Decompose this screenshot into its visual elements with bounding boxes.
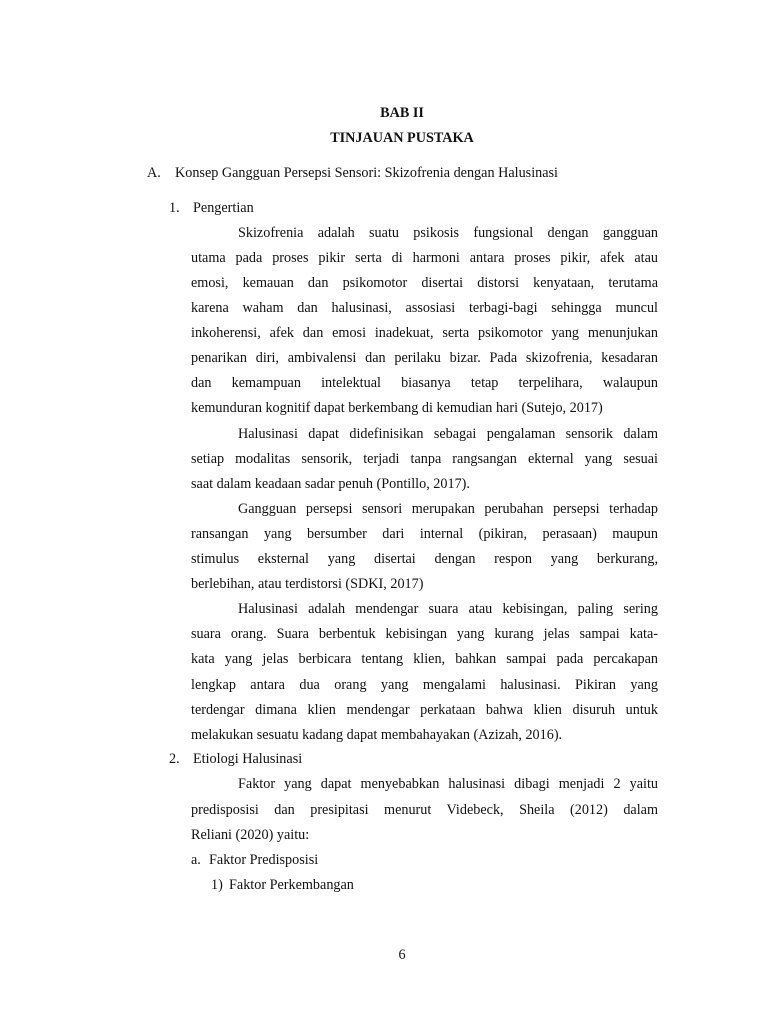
chapter-title: TINJAUAN PUSTAKA [330,130,474,146]
text-line: predisposisi dan presipitasi menurut Videbeck, Sheila (2012) dalam [191,802,658,818]
text-line: suara orang. Suara berbentuk kebisingan yang kurang jelas sampai kata- [191,626,658,642]
text-line: penarikan diri, ambivalensi dan perilaku bizar. Pada skizofrenia, kesadaran [191,350,658,366]
text-line: lengkap antara dua orang yang mengalami halusinasi. Pikiran yang [191,677,658,693]
text-line: Gangguan persepsi sensori merupakan perubahan persepsi terhadap [238,501,658,517]
chapter-heading: BAB II [380,105,424,121]
text-line: melakukan sesuatu kadang dapat membahayakan (Azizah, 2016). [191,727,563,743]
section-a-marker: A. [147,165,161,181]
item-a-title: Faktor Predisposisi [209,852,319,868]
text-line: utama pada proses pikir serta di harmoni antara proses pikir, afek atau [191,250,658,266]
text-line: terdengar dimana klien mendengar perkataan bahwa klien disuruh untuk [191,702,658,718]
text-line: stimulus eksternal yang disertai dengan respon yang berkurang, [191,551,658,567]
item-a1-title: Faktor Perkembangan [229,877,354,893]
text-line: karena waham dan halusinasi, assosiasi terbagi-bagi sehingga muncul [191,300,658,316]
subsection-2-marker: 2. [169,751,180,767]
text-line: setiap modalitas sensorik, terjadi tanpa rangsangan ekternal yang sesuai [191,451,658,467]
page-number: 6 [398,947,406,963]
text-line: Halusinasi dapat didefinisikan sebagai pengalaman sensorik dalam [238,426,658,442]
subsection-1-title: Pengertian [193,200,254,216]
text-line: Faktor yang dapat menyebabkan halusinasi dibagi menjadi 2 yaitu [238,776,658,792]
item-a-marker: a. [191,852,201,868]
section-a-title: Konsep Gangguan Persepsi Sensori: Skizofrenia dengan Halusinasi [175,165,558,181]
text-line: kemunduran kognitif dapat berkembang di kemudian hari (Sutejo, 2017) [191,400,603,416]
text-line: Halusinasi adalah mendengar suara atau kebisingan, paling sering [238,601,658,617]
text-line: kata yang jelas berbicara tentang klien, bahkan sampai pada percakapan [191,651,658,667]
subsection-2-title: Etiologi Halusinasi [193,751,303,767]
text-line: saat dalam keadaan sadar penuh (Pontillo, 2017). [191,476,470,492]
text-line: Reliani (2020) yaitu: [191,827,310,843]
text-line: ransangan yang bersumber dari internal (pikiran, perasaan) maupun [191,526,658,542]
text-line: dan kemampuan intelektual biasanya tetap terpelihara, walaupun [191,375,658,391]
text-line: Skizofrenia adalah suatu psikosis fungsional dengan gangguan [238,225,658,241]
item-a1-marker: 1) [211,877,223,893]
text-line: berlebihan, atau terdistorsi (SDKI, 2017) [191,576,424,592]
text-line: inkoherensi, afek dan emosi inadekuat, serta psikomotor yang menunjukan [191,325,658,341]
subsection-1-marker: 1. [169,200,180,216]
text-line: emosi, kemauan dan psikomotor disertai distorsi kenyataan, terutama [191,275,658,291]
